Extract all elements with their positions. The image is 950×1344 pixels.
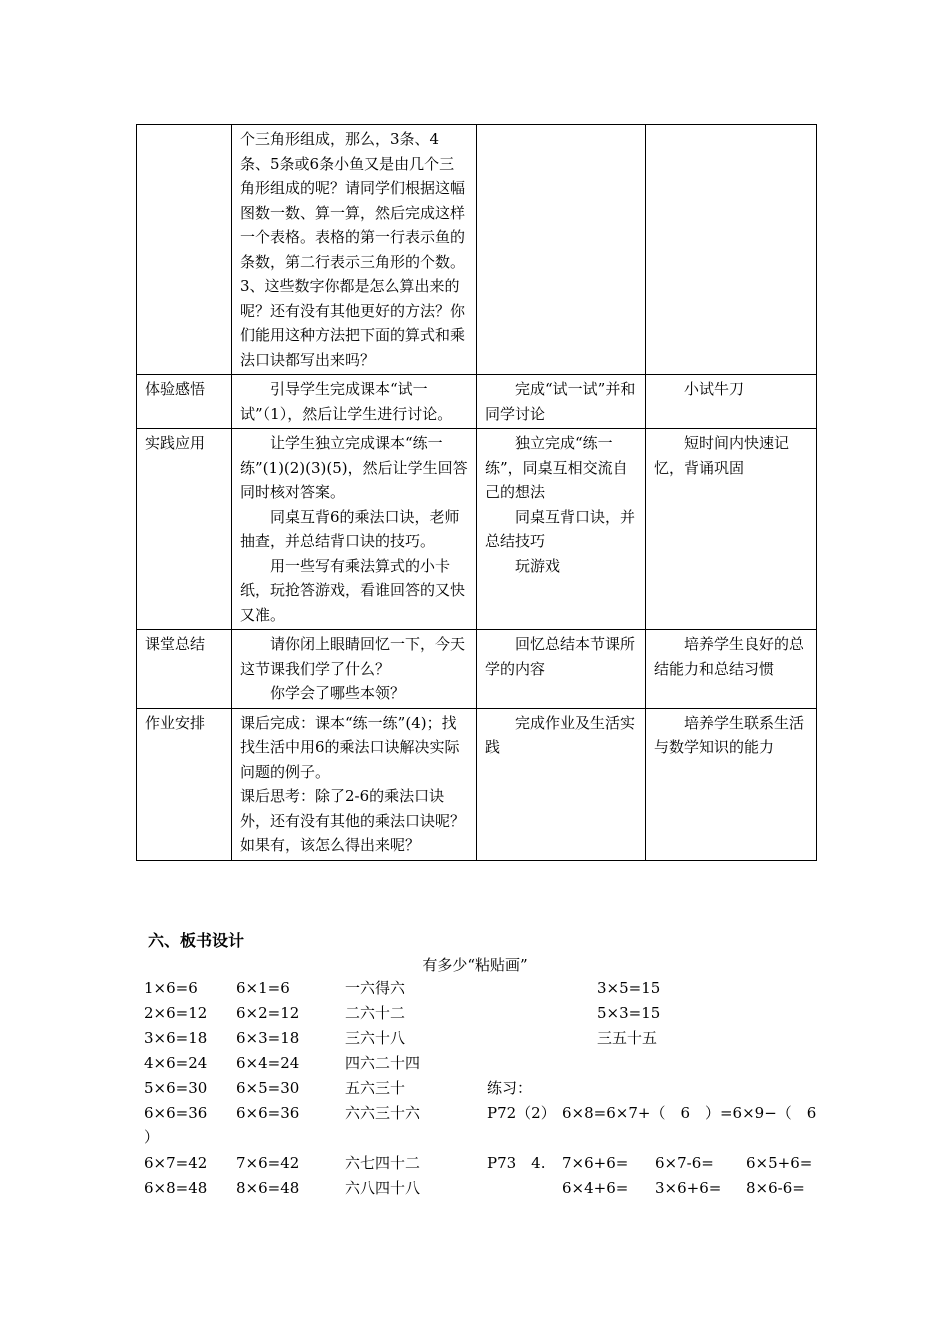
practice-item: 7×6+6= bbox=[562, 1154, 629, 1172]
table-row bbox=[137, 708, 817, 860]
practice-ref: P72（2） bbox=[487, 1104, 556, 1122]
board-line: 六六三十六 bbox=[345, 1104, 421, 1122]
board-line: 六七四十二 bbox=[345, 1154, 421, 1172]
practice-item: 8×6-6= bbox=[746, 1179, 805, 1197]
teacher-activity-cell bbox=[232, 375, 477, 429]
practice-item: 6×4+6= bbox=[562, 1179, 629, 1197]
section-heading: 六、板书设计 bbox=[148, 931, 245, 950]
design-intent-cell bbox=[646, 708, 817, 860]
design-intent-cell bbox=[646, 429, 817, 630]
board-line: 6×7=42 bbox=[144, 1154, 208, 1172]
board-line: 三六十八 bbox=[345, 1029, 406, 1047]
design-intent-cell bbox=[646, 125, 817, 375]
board-line: 6×5=30 bbox=[236, 1079, 300, 1097]
board-line: 8×6=48 bbox=[236, 1179, 300, 1197]
stage-cell bbox=[137, 429, 232, 630]
practice-ref: P73 4. bbox=[487, 1154, 546, 1172]
stage-label: 体验感悟 bbox=[145, 380, 206, 398]
paragraph: 个三角形组成，那么，3条、4条、5条或6条小鱼又是由几个三角形组成的呢？请同学们根据这幅图数一数、算一算，然后完成这样一个表格。表格的第一行表示鱼的条数，第二行表示三角形的个数。 bbox=[240, 130, 466, 271]
teacher-activity-cell bbox=[232, 125, 477, 375]
teacher-activity-cell bbox=[232, 630, 477, 709]
board-line: 6×6=36 bbox=[236, 1104, 300, 1122]
lesson-plan-table bbox=[136, 124, 817, 861]
board-line: 四六二十四 bbox=[345, 1054, 421, 1072]
paragraph: 你学会了哪些本领？ bbox=[270, 684, 406, 702]
practice-item: 6×5+6= bbox=[746, 1154, 813, 1172]
paragraph: 培养学生联系生活与数学知识的能力 bbox=[654, 713, 805, 756]
board-line: 3×5=15 bbox=[597, 979, 661, 997]
board-line: 6×3=18 bbox=[236, 1029, 300, 1047]
paragraph: 培养学生良好的总结能力和总结习惯 bbox=[654, 635, 805, 678]
paragraph: 小试牛刀 bbox=[684, 380, 745, 398]
board-line: 2×6=12 bbox=[144, 1004, 208, 1022]
teacher-activity-cell bbox=[232, 708, 477, 860]
board-line: 1×6=6 bbox=[144, 979, 198, 997]
stage-cell bbox=[137, 630, 232, 709]
board-line: 7×6=42 bbox=[236, 1154, 300, 1172]
practice-item: 3×6+6= bbox=[655, 1179, 722, 1197]
paragraph: 课后完成：课本“练一练”(4)；找找生活中用6的乘法口诀解决实际问题的例子。 bbox=[240, 713, 460, 781]
board-line: 4×6=24 bbox=[144, 1054, 208, 1072]
stage-label: 作业安排 bbox=[145, 713, 206, 732]
paragraph: 课后思考：除了2-6的乘法口诀外，还有没有其他的乘法口诀呢？如果有，该怎么得出来呢？ bbox=[240, 787, 466, 854]
stage-label: 课堂总结 bbox=[145, 635, 206, 653]
practice-item: 6×7-6= bbox=[655, 1154, 714, 1172]
practice-expression: 6×8=6×7+（ 6 ）=6×9−（ 6 bbox=[562, 1104, 817, 1122]
student-activity-cell bbox=[477, 630, 646, 709]
paragraph: 独立完成“练一练”，同桌互相交流自己的想法 bbox=[485, 434, 628, 501]
board-line: 6×1=6 bbox=[236, 979, 290, 997]
board-line: 6×2=12 bbox=[236, 1004, 300, 1022]
board-line: 一六得六 bbox=[345, 979, 406, 997]
paragraph: 用一些写有乘法算式的小卡纸，玩抢答游戏，看谁回答的又快又准。 bbox=[240, 556, 466, 624]
teacher-activity-cell bbox=[232, 429, 477, 630]
paragraph: 短时间内快速记忆，背诵巩固 bbox=[654, 434, 790, 477]
paragraph: 同桌互背口诀，并总结技巧 bbox=[485, 507, 636, 550]
board-line: 三五十五 bbox=[597, 1029, 658, 1047]
board-title: 有多少“粘贴画” bbox=[422, 956, 528, 974]
student-activity-cell bbox=[477, 708, 646, 860]
board-line: 6×6=36 bbox=[144, 1104, 208, 1122]
paragraph: 完成“试一试”并和同学讨论 bbox=[485, 380, 636, 423]
practice-label: 练习： bbox=[487, 1079, 533, 1097]
paragraph: 请你闭上眼睛回忆一下，今天这节课我们学了什么？ bbox=[240, 635, 466, 678]
paragraph: 同桌互背6的乘法口诀，老师抽查，并总结背口诀的技巧。 bbox=[240, 507, 460, 550]
student-activity-cell bbox=[477, 125, 646, 375]
design-intent-cell bbox=[646, 375, 817, 429]
board-line: 6×8=48 bbox=[144, 1179, 208, 1197]
paragraph: 玩游戏 bbox=[515, 556, 561, 575]
paragraph: 回忆总结本节课所学的内容 bbox=[485, 635, 636, 678]
paragraph: 3、这些数字你都是怎么算出来的呢？还有没有其他更好的方法？你们能用这种方法把下面的算式和乘法口诀都写出来吗？ bbox=[240, 277, 466, 369]
board-line: 六八四十八 bbox=[345, 1179, 421, 1197]
stage-cell bbox=[137, 708, 232, 860]
practice-expression-wrap: ） bbox=[144, 1128, 160, 1146]
table-row bbox=[137, 429, 817, 630]
board-line: 二六十二 bbox=[345, 1004, 406, 1022]
stage-cell bbox=[137, 125, 232, 375]
paragraph: 引导学生完成课本“试一试”（1），然后让学生进行讨论。 bbox=[240, 380, 453, 423]
board-line: 5×3=15 bbox=[597, 1004, 661, 1022]
paragraph: 让学生独立完成课本“练一练”(1)(2)(3)(5)，然后让学生回答同时核对答案。 bbox=[240, 434, 468, 501]
stage-label: 实践应用 bbox=[145, 434, 206, 452]
design-intent-cell bbox=[646, 630, 817, 709]
board-line: 五六三十 bbox=[345, 1079, 406, 1097]
table-row bbox=[137, 375, 817, 429]
paragraph: 完成作业及生活实践 bbox=[485, 713, 636, 756]
stage-cell bbox=[137, 375, 232, 429]
table-row bbox=[137, 125, 817, 375]
table-row bbox=[137, 630, 817, 709]
student-activity-cell bbox=[477, 429, 646, 630]
board-line: 6×4=24 bbox=[236, 1054, 300, 1072]
student-activity-cell bbox=[477, 375, 646, 429]
board-line: 3×6=18 bbox=[144, 1029, 208, 1047]
board-line: 5×6=30 bbox=[144, 1079, 208, 1097]
